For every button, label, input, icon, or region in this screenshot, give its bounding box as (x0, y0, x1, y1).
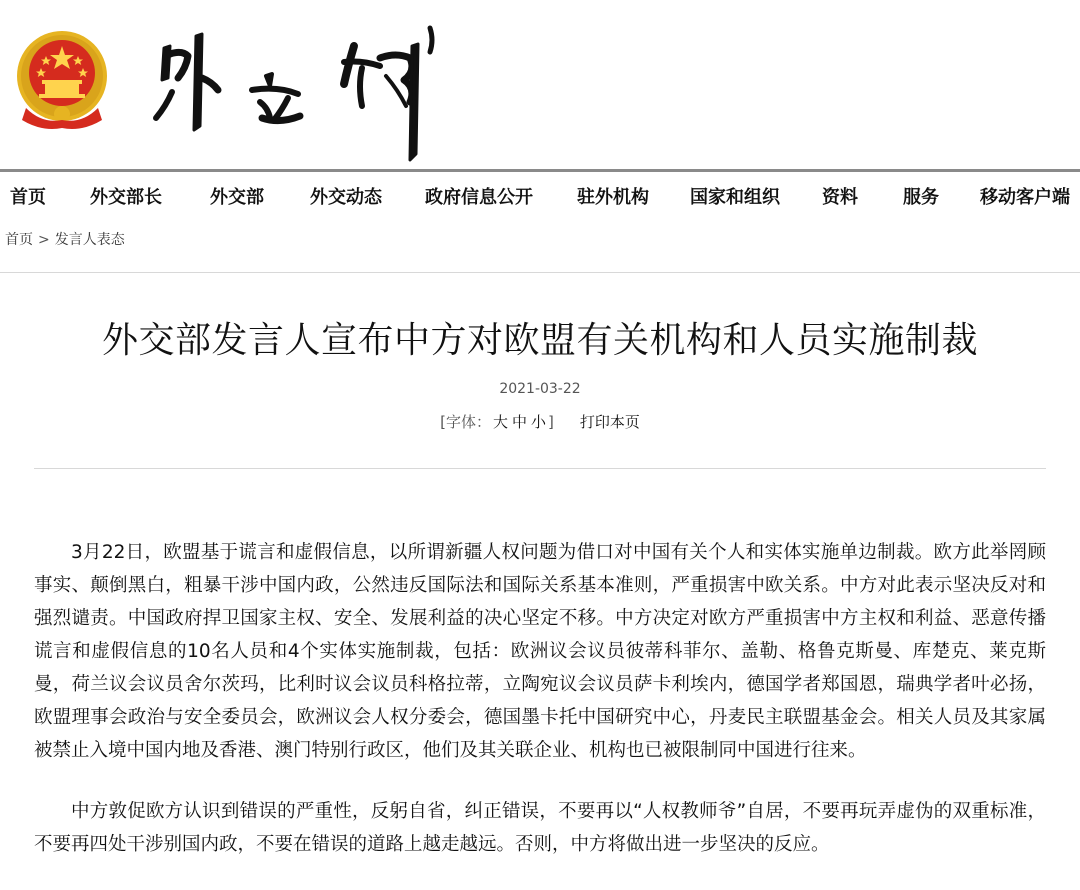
emblem-gate-body (45, 84, 79, 94)
print-page-button[interactable]: 打印本页 (579, 413, 640, 431)
nav-item-minister[interactable]: 外交部长 (90, 187, 162, 208)
main-nav (0, 172, 1080, 218)
font-size-medium-button[interactable]: 中 (511, 413, 527, 431)
nav-item-resources[interactable]: 资料 (822, 187, 858, 208)
article-tools (0, 411, 1080, 432)
font-size-large-button[interactable]: 大 (492, 413, 508, 431)
nav-item-mobile-client[interactable]: 移动客户端 (980, 187, 1070, 208)
nav-item-home[interactable]: 首页 (10, 187, 46, 208)
breadcrumb-divider (0, 272, 1080, 273)
nav-item-activities[interactable]: 外交动态 (310, 187, 382, 208)
article-date: 2021-03-22 (499, 381, 581, 397)
nav-item-ministry[interactable]: 外交部 (210, 187, 264, 208)
breadcrumb (5, 229, 125, 249)
nav-item-services[interactable]: 服务 (903, 187, 939, 208)
font-size-bracket: ] (548, 413, 554, 431)
nav-item-missions[interactable]: 驻外机构 (577, 187, 649, 208)
article-body (34, 536, 1046, 889)
emblem-gear (54, 106, 70, 122)
content-divider (34, 468, 1046, 469)
nav-item-gov-info[interactable]: 政府信息公开 (425, 187, 533, 208)
font-size-label: [字体： (440, 413, 491, 431)
nav-item-countries[interactable]: 国家和组织 (690, 187, 780, 208)
breadcrumb-home[interactable]: 首页 (5, 232, 33, 248)
article-paragraph: 3月22日，欧盟基于谎言和虚假信息，以所谓新疆人权问题为借口对中国有关个人和实体实施单边制裁。欧方此举罔顾事实、颠倒黑白，粗暴干涉中国内政，公然违反国际法和国际关系基本准则，严重损害中欧关系。中方对此表示坚决反对和强烈谴责。中国政府捍卫国家主权、安全、发展利益的决心坚定不移。中方决定对欧方严重损害中方主权和利益、恶意传播谎言和虚假信息的10名人员和4个实体实施制裁，包括：欧洲议会议员彼蒂科菲尔、盖勒、格鲁克斯曼、库楚克、莱克斯曼，荷兰议会议员舍尔茨玛，比利时议会议员科格拉蒂，立陶宛议会议员萨卡利埃内，德国学者郑国恩，瑞典学者叶必扬，欧盟理事会政治与安全委员会，欧洲议会人权分委会，德国墨卡托中国研究中心，丹麦民主联盟基金会。相关人员及其家属被禁止入境中国内地及香港、澳门特别行政区，他们及其关联企业、机构也已被限制同中国进行往来。 (34, 542, 1046, 761)
emblem-gate-roof (42, 80, 82, 84)
article-title: 外交部发言人宣布中方对欧盟有关机构和人员实施制裁 (101, 320, 978, 361)
breadcrumb-current[interactable]: 发言人表态 (54, 232, 125, 248)
emblem-gate-base (39, 94, 85, 98)
breadcrumb-separator: > (38, 232, 50, 248)
article-paragraph: 中方敦促欧方认识到错误的严重性，反躬自省，纠正错误，不要再以“人权教师爷”自居，不要再玩弄虚伪的双重标准，不要再四处干涉别国内政，不要在错误的道路上越走越远。否则，中方将做出进一步坚决的反应。 (34, 801, 1046, 855)
national-emblem-icon[interactable] (12, 28, 112, 132)
ministry-calligraphy-logo[interactable] (148, 6, 448, 166)
site-header (0, 0, 1080, 170)
font-size-small-button[interactable]: 小 (531, 413, 547, 431)
